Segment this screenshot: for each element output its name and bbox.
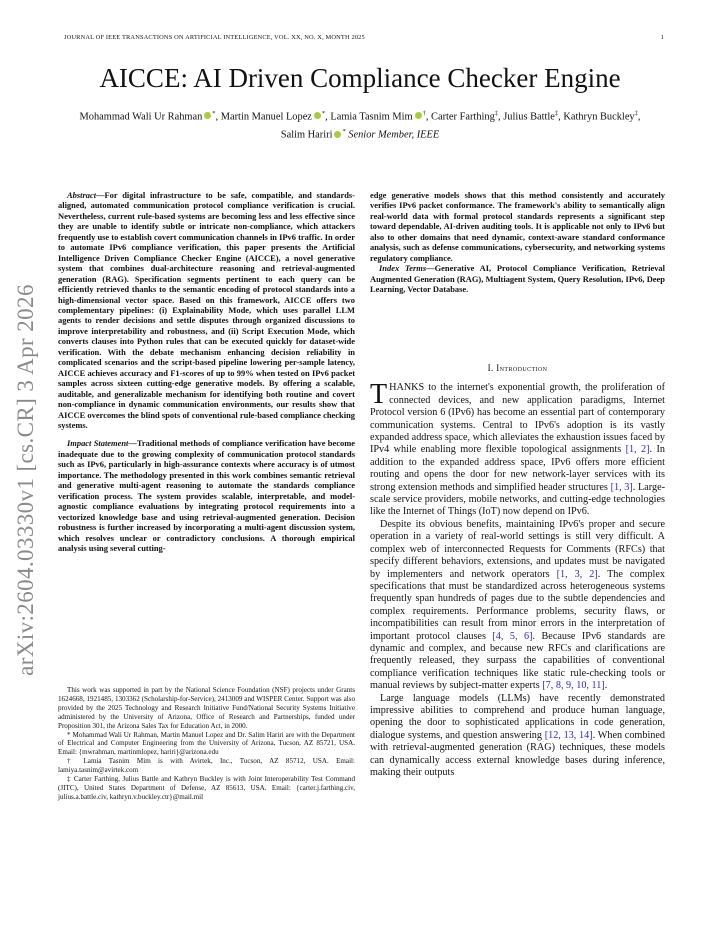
arxiv-stamp-text: arXiv:2604.03330v1 [cs.CR] 3 Apr 2026 xyxy=(13,284,38,676)
affiliation-mark: * xyxy=(321,110,326,117)
affiliation-mark: † xyxy=(422,110,426,117)
affiliation-footnote: * Mohammad Wali Ur Rahman, Martin Manuel Lopez and Dr. Salim Hariri are with the Department of Electrical and Computer Engineering from the University of Arizona, Tucson, AZ 85721, USA. Email: {mwrahman, martinmlopez, hariri}@arizona.edu xyxy=(58,730,355,757)
author-name: , Julius Battle xyxy=(498,111,555,123)
footnotes xyxy=(58,686,355,802)
citation-link[interactable]: [4, 5, 6] xyxy=(492,630,533,642)
funding-footnote: This work was supported in part by the National Science Foundation (NSF) projects under Grants 1624668, 1921485, 1303362 (Scholarship-for-Service), 2413009 and WISPER Center. Support was also provided by the 2025 Technology and Research Initiative Fund/National Security Systems Initiative administered by the University of Arizona, Office of Research and Partnerships, funded under Proposition 301, the Arizona Sales Tax for Education Act, in 2000. xyxy=(58,686,355,730)
abstract-text: —For digital infrastructure to be safe, compatible, and standards-aligned, automated communication protocol compliance verification is crucial. Nevertheless, current rule-based systems are becoming less and less effective since they are unable to identify subtle or intricate non-compliance, which attackers frequently use to establish covert communication channels in IPv6 traffic. In order to automate IPv6 compliance verification, this paper presents the Artificial Intelligence Driven Compliance Checker Engine (AICCE), a novel generative system that combines dual-architecture reasoning and retrieval-augmented generation (RAG). Specification segments pertinent to each query can be efficiently retrieved thanks to the semantic encoding of protocol standards into a high-dimensional vector space. Based on this framework, AICCE offers two complementary pipelines: (i) Explainability Mode, which uses parallel LLM agents to render decisions and settle disputes through organized discussions to improve interpretability and robustness, and (ii) Script Execution Mode, which converts clauses into Python rules that can be executed quickly for dataset-wide verification. With the debate mechanism enhancing decision reliability in complicated scenarios and the script-based pipeline lowering per-sample latency, AICCE achieves accuracy and F1-scores of up to 99% when tested on IPv6 packet samples across sixteen cutting-edge generative models. By offering a scalable, auditable, and generalizable mechanism for identifying both routine and covert non-compliance in dynamic communication environments, our results show that AICCE overcomes the blind spots of conventional rule-based compliance checking systems. xyxy=(58,190,356,430)
journal-header: JOURNAL OF IEEE TRANSACTIONS ON ARTIFICIAL INTELLIGENCE, VOL. XX, NO. X, MONTH 2025 xyxy=(64,34,365,41)
affiliation-mark: ‡ xyxy=(634,110,638,117)
introduction xyxy=(370,363,665,779)
citation-link[interactable]: [1, 2] xyxy=(625,444,650,456)
citation-link[interactable]: [12, 13, 14] xyxy=(544,729,593,741)
citation-link[interactable]: [7, 8, 9, 10, 11] xyxy=(542,680,605,692)
intro-text: . Large-scale service providers, mobile networks, and cutting-edge technologies like the Internet of Things (IoT) now depend on IPv6. xyxy=(370,481,665,518)
intro-text: Large language models (LLMs) have recently demonstrated impressive abilities to comprehend and produce human language, opening the door to sophisticated applications in code generation, dialogue systems, and question answering xyxy=(370,692,665,741)
impact-text: —Traditional methods of compliance verification have become inadequate due to the growing complexity of communication protocol standards such as IPv6, particularly in high-assurance contexts where accuracy is of utmost importance. The methodology presented in this work combines semantic retrieval and generative multi-agent reasoning to automate the standards compliance verification process. The system provides scalable, interpretable, and model-agnostic compliance evaluations by integrating protocol requirements into a vectorized knowledge base and using retrieval-augmented generation. Decision robustness is further increased by incorporating a multi-agent discussion system, which resolves unclear or contradictory conclusions. A thorough empirical analysis using several cutting- xyxy=(58,438,355,553)
citation-link[interactable]: [1, 3, 2] xyxy=(556,568,598,580)
orcid-icon[interactable] xyxy=(204,112,211,119)
author-name: Mohammad Wali Ur Rahman xyxy=(79,111,203,123)
arxiv-stamp xyxy=(12,270,40,690)
intro-text: HANKS to the internet's exponential growth, the proliferation of connected devices, and new application paradigms, Internet Protocol version 6 (IPv6) has become an essential part of contemporary communication systems. Central to IPv6's adoption is its vastly expanded address space, which alleviates the exhaustion issues faced by IPv4 while enabling more flexible topological assignments xyxy=(370,382,665,456)
affiliation-mark: ‡ xyxy=(554,110,559,117)
orcid-icon[interactable] xyxy=(415,112,422,119)
author-name: , Salim Hariri xyxy=(280,111,641,141)
orcid-icon[interactable] xyxy=(334,131,341,138)
index-terms xyxy=(370,263,665,294)
abstract xyxy=(58,190,355,430)
intro-paragraph xyxy=(370,693,665,780)
page-number: 1 xyxy=(660,34,664,41)
affiliation-mark: ‡ xyxy=(494,110,499,117)
author-grade: Senior Member, IEEE xyxy=(345,129,440,141)
intro-text: . When combined with retrieval-augmented generation (RAG) techniques, these models can dynamically access external knowledge bases during inference, making their outputs xyxy=(370,729,665,778)
intro-text: . In addition to the expanded address space, IPv6 offers more efficient routing and opens the door for new network-layer services with its strong extension methods and simplified header structures xyxy=(370,444,665,493)
intro-paragraph xyxy=(370,519,665,693)
affiliation-mark: * xyxy=(212,110,216,117)
citation-link[interactable]: [1, 3] xyxy=(610,481,633,493)
author-name: , Martin Manuel Lopez xyxy=(215,111,312,123)
drop-cap: T xyxy=(370,379,388,411)
author-name: , Carter Farthing xyxy=(425,111,495,123)
intro-text: . xyxy=(604,680,608,692)
intro-text: Despite its obvious benefits, maintaining IPv6's proper and secure operation in a variety of real-world settings is still very difficult. A complex web of interconnected Requests for Comments (RFCs) that specify different behaviors, extensions, and updates must be navigated by implementers and network operators xyxy=(370,518,665,580)
intro-text: . The complex specifications that must be standardized across heterogeneous systems frequently span hundreds of pages due to the subtle dependencies and complex requirements. Performance problems, security flaws, or incompatibilities can result from minor errors in the interpretation of important protocol clauses xyxy=(370,568,665,642)
index-terms-label: Index Terms xyxy=(379,263,427,274)
right-column xyxy=(370,190,665,303)
section-number: I. xyxy=(487,363,494,373)
section-heading xyxy=(370,362,665,374)
section-title: Introduction xyxy=(496,363,548,373)
affiliation-mark: * xyxy=(342,128,346,136)
index-terms-text: —Generative AI, Protocol Compliance Verification, Retrieval Augmented Generation (RAG), Multiagent System, Query Resolution, IPv6, Deep Learning, Vector Database. xyxy=(370,263,665,295)
author-list xyxy=(74,106,646,143)
orcid-icon[interactable] xyxy=(314,112,321,119)
impact-continuation: edge generative models shows that this method consistently and accurately verifies IPv6 packet conformance. The framework's ability to semantically align real-world data with formal protocol standards represents a significant step toward dependable, AI-driven auditing tools. It is applicable not only to IPv6 but also to other domains that need dynamic, context-aware standard conformance analysis, such as defense communications, cybersecurity, and networking systems regulatory compliance. xyxy=(370,190,665,263)
author-name: , Kathryn Buckley xyxy=(558,111,635,123)
paper-title: AICCE: AI Driven Compliance Checker Engine xyxy=(99,63,621,93)
impact-label: Impact Statement xyxy=(67,438,129,449)
intro-text: . Because IPv6 standards are dynamic and complex, and because new RFCs and clarifications are frequently released, they surpass the capabilities of conventional compliance verification techniques like static rule-checking tools or manual reviews by subject-matter experts xyxy=(370,630,665,692)
impact-statement xyxy=(58,438,355,553)
intro-paragraph xyxy=(370,379,665,518)
affiliation-footnote: ‡ Carter Farthing, Julius Battle and Kathryn Buckley is with Joint Interoperability Test Command (JITC), United States Department of Defense, AZ 85613, USA. Email: {carter.j.farthing.civ, julius.a.battle.civ, kathryn.v.buckley.ctr}@mail.mil xyxy=(58,775,355,801)
affiliation-footnote: † Lamia Tasnim Mim is with Avirtek, Inc., Tucson, AZ 85712, USA. Email: lamiya.tasnim@avirtek.com xyxy=(58,757,355,775)
abstract-label: Abstract xyxy=(67,190,97,200)
left-column xyxy=(58,190,355,553)
author-name: , Lamia Tasnim Mim xyxy=(325,111,413,123)
